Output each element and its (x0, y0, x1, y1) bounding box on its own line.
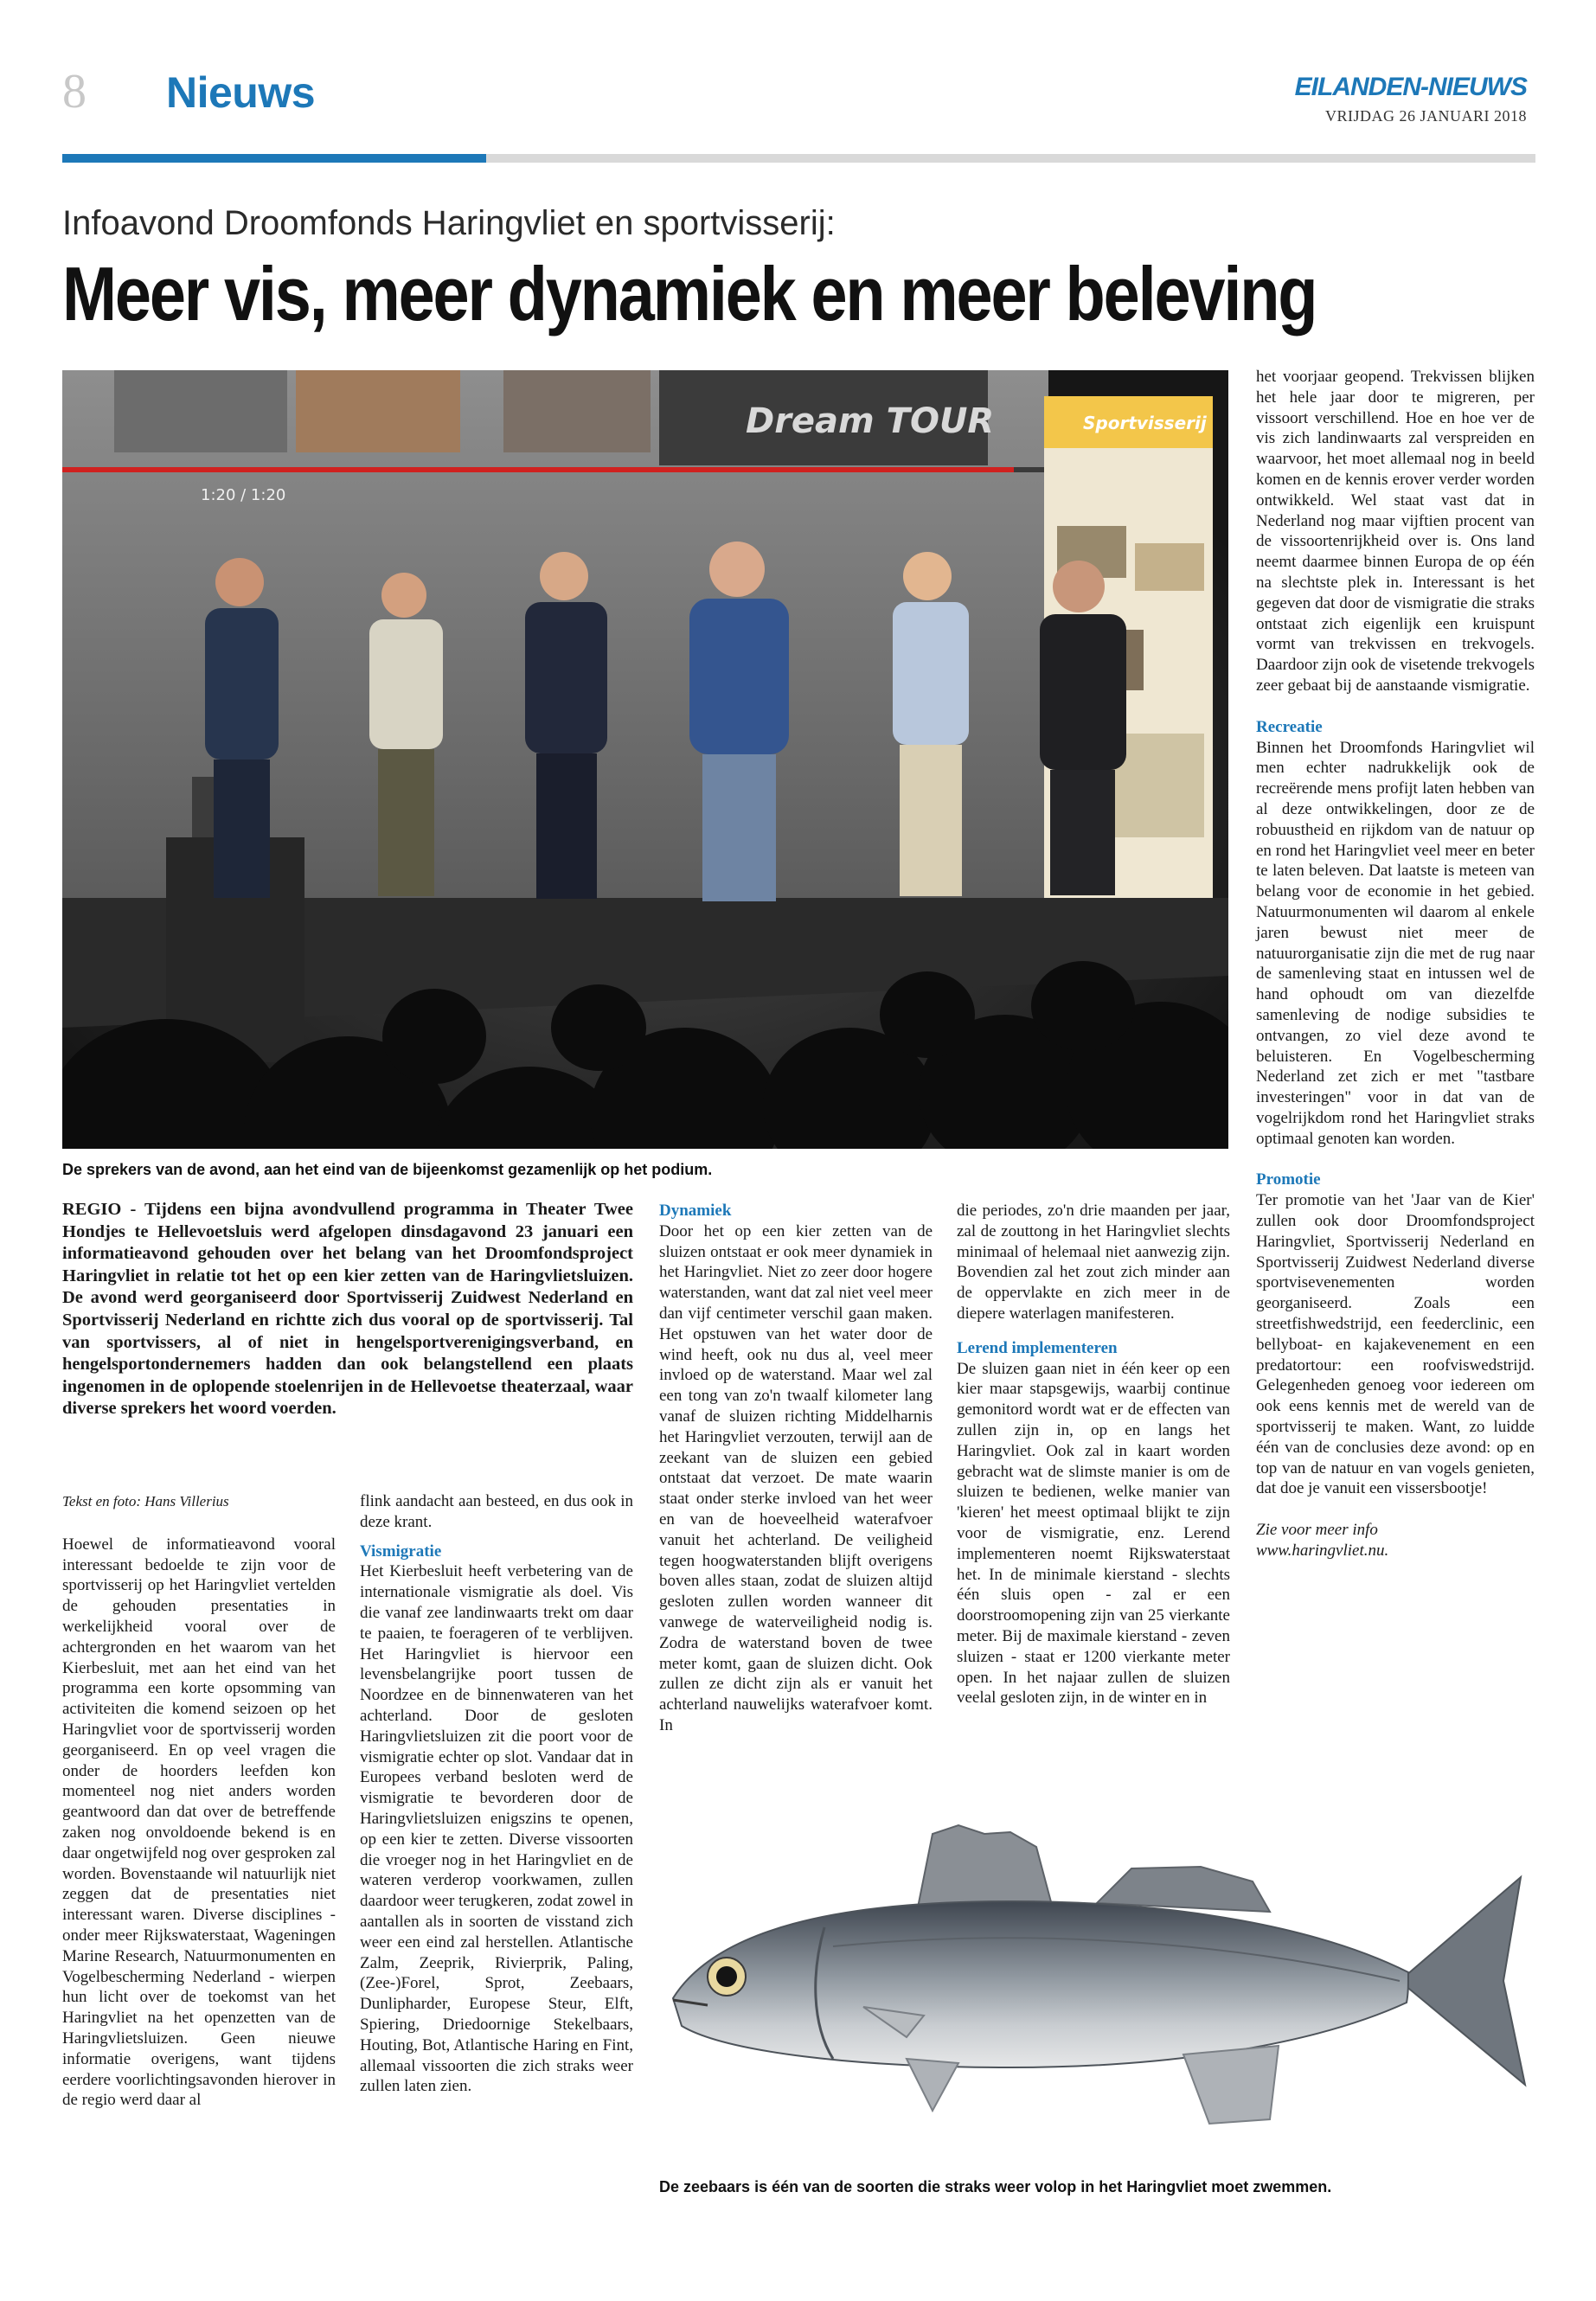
article-column-3 (659, 1201, 933, 1736)
article-column-2 (360, 1491, 633, 2097)
body-text-1: Hoewel de informatieavond vooral interessant bedoelde te zijn voor de sportvisserij op het Haringvliet vertelden de gehouden presentaties in werkelijkheid vooral over de achtergronden en het waarom van het Kierbesluit, met aan het eind van het programma een korte opsomming van activiteiten die komend seizoen op het Haringvliet voor de sportvisserij worden georganiseerd. En op veel vragen die onder de hoorders leefden kon momenteel nog niet anders worden geantwoord dan dat over de betreffende zaken nog onvoldoende bekend is en daar ongetwijfeld nog over gesproken zal worden. Bovenstaande wil natuurlijk niet zeggen dat de presentaties niet interessant waren. Diverse disciplines - onder meer Rijkswaterstaat, Wageningen Marine Research, Natuurmonumenten en Vogelbescherming Nederland - wierpen hun licht over de toekomst van het Haringvliet na het openzetten van de Haringvlietsluizen. Geen nieuwe informatie overigens, want tijdens eerdere voorlichtingsavonden hierover in de regio werd daar al (62, 1535, 336, 2110)
event-photo (62, 370, 1228, 1149)
more-info-link: www.haringvliet.nu. (1256, 1541, 1389, 1561)
masthead-logo: EILANDEN-NIEUWS (1294, 73, 1527, 101)
author-credit: Tekst en foto: Hans Villerius (62, 1493, 229, 1509)
section-title: Nieuws (166, 68, 316, 117)
header-rule-accent (62, 154, 486, 163)
body-text-3: Door het op een kier zetten van de sluizen ontstaat er ook meer dynamiek in het Haringvliet. Niet zo zeer door hogere waterstanden, want dat zal niet veel meer dan vijf centimeter verschil gaan maken. Het opstuwen van het water door de wind heeft, ook nu dus al, veel meer invloed op de waterstand. Maar wel zal een tong van zo'n twaalf kilometer lang vanaf de sluizen richting Middelharnis het Haringvliet verzouten, terwijl aan de zeekant van de sluizen een gebied ontstaat dat verzoet. De mate waarin staat onder sterke invloed van het weer en van de hoeveelheid waterafvoer vanuit het achterland. De veiligheid tegen hoogwaterstanden blijft overigens boven alles staan, zodat de sluizen altijd gesloten zullen worden wanneer dit vanwege de waterveiligheid nodig is. Zodra de waterstand boven de twee meter komt, gaan de sluizen dicht. Ook zullen ze dicht zijn als er vanuit het achterland nauwelijks waterafvoer komt. In (659, 1221, 933, 1734)
banner-text: Sportvisserij (1083, 413, 1207, 433)
body-text-4a: die periodes, zo'n drie maanden per jaar, zal de zouttong in het Haringvliet slechts minimaal of helemaal niet aanwezig zijn. Bovendien zal het zout zich minder aan de oppervlakte en zich meer in de diepere waterlagen manifesteren. (957, 1202, 1230, 1323)
subhead-vismigratie: Vismigratie (360, 1541, 442, 1561)
photo-caption: De sprekers van de avond, aan het eind van de bijeenkomst gezamenlijk op het podium. (62, 1161, 713, 1178)
sea-bass-photo (647, 1799, 1535, 2163)
video-progress-bar (62, 467, 1014, 472)
video-time: 1:20 / 1:20 (201, 486, 286, 504)
subhead-recreatie: Recreatie (1256, 717, 1323, 736)
body-text-2b: Het Kierbesluit heeft verbetering van de internationale vismigratie als doel. Vis die vanaf zee landinwaarts trekt om daar te paaien, te foerageren of te verblijven. Het Haringvliet is hiervoor een levensbelangrijke poort tussen de Noordzee en de binnenwateren van het achterland. Door de gesloten Haringvlietsluizen zit die poort voor de vismigratie echter op slot. Vandaar dat in Europees verband besloten werd de vismigratie te bevorderen door de Haringvlietsluizen enigszins te openen, op een kier te zetten. Diverse vissoorten die vroeger nog in het Haringvliet en de wateren verderop voorkwamen, zullen daardoor weer terugkeren, zodat zowel in aantallen als in soorten de visstand zich weer een eind zal herstellen. Atlantische Zalm, Zeeprik, Rivierprik, Paling, (Zee-)Forel, Sprot, Zeebaars, Dunlipharder, Europese Steur, Elft, Spiering, Driedoornige Stekelbaars, Houting, Bot, Atlantische Haring en Fint, allemaal vissoorten die zich straks weer zullen laten zien. (360, 1562, 633, 2096)
stage-scene (62, 370, 1228, 1149)
article-column-5 (1256, 367, 1535, 1561)
body-text-4b: De sluizen gaan niet in één keer op een kier maar stapsgewijs, waarbij continue gemonitord wordt wat er de effecten van zullen zijn in, op en langs het Haringvliet. Ook zal in kaart worden gebracht wat de slimste manier is om de sluizen te bedienen, welke manier van 'kieren' het meest optimaal blijkt te zijn voor de vismigratie, enz. Lerend implementeren noemt Rijkswaterstaat het. In de minimale kierstand - slechts één sluis open - zal er een doorstroomopening zijn van 25 vierkante meter. Bij de maximale kierstand - zeven sluizen - staat er 1200 vierkante meter open. In het najaar zullen de sluizen veelal gesloten zijn, in de winter en in (957, 1359, 1230, 1708)
article-headline: Meer vis, meer dynamiek en meer beleving (62, 251, 1317, 336)
article-kicker: Infoavond Droomfonds Haringvliet en sportvisserij: (62, 204, 836, 242)
body-text-2a: flink aandacht aan besteed, en dus ook in deze krant. (360, 1492, 633, 1531)
issue-date: VRIJDAG 26 JANUARI 2018 (1324, 107, 1527, 125)
subhead-dynamiek: Dynamiek (659, 1202, 732, 1220)
screen-title: Dream TOUR (746, 401, 995, 441)
more-info-label: Zie voor meer info (1256, 1521, 1378, 1540)
article-lead: REGIO - Tijdens een bijna avondvullend programma in Theater Twee Hondjes te Hellevoetsluis werd afgelopen dinsdagavond 23 januari een informatieavond gehouden over het belang van het Droomfondsproject Haringvliet in relatie tot het op een kier zetten van de Haringvlietsluizen. De avond werd georganiseerd door Sportvisserij Zuidwest Nederland en Sportvisserij Nederland en richtte zich dus vooral op de sportvisserij. Tal van sportvissers, al of niet in hengelsportverenigingsverband, en hengelsportondernemers hadden dan ook belangstellend een plaats ingenomen in de oplopende stoelenrijen in de Hellevoetse theaterzaal, waar diverse sprekers het woord voerden. (62, 1200, 633, 1419)
page-number: 8 (62, 65, 87, 119)
body-text-5c: Ter promotie van het 'Jaar van de Kier' zullen ook door Droomfondsproject Haringvliet, Sportvisserij Nederland en Sportvisserij Zuidwest Nederland diverse sportvisevenementen worden georganiseerd. Zoals een streetfishwedstrijd, een feederclinic, een bellyboat- en kajakevenement en een predatortour: een roofviswedstrijd. Gelegenheden genoeg voor iedereen om ook eens kennis met de wereld van de sportvisserij te maken. Want, zo luidde één van de conclusies deze avond: op en top van de natuur en van vogels genieten, dat doe je vanuit een vissersbootje! (1256, 1191, 1535, 1498)
subhead-promotie: Promotie (1256, 1170, 1321, 1189)
article-column-1 (62, 1491, 336, 2111)
fish-caption: De zeebaars is één van de soorten die straks weer volop in het Haringvliet moet zwemmen. (659, 2178, 1332, 2195)
article-column-4 (957, 1201, 1230, 1708)
subhead-lerend: Lerend implementeren (957, 1338, 1118, 1357)
body-text-5a: het voorjaar geopend. Trekvissen blijken het hele jaar door te migreren, per vissoort verschillend. Hoe en hoe ver de vis zich landinwaarts zal verspreiden en waarvoor, het moet allemaal nog in beeld komen en de kennis erover verder worden ontwikkeld. Wel staat vast dat in Nederland nog maar vijftien procent van de vissoortenrijkheid over is. Ons land neemt daarmee binnen Europa de op één na slechtste plek in. Interessant is het gegeven dat door de vismigratie die straks ontstaat zich eigenlijk een kruispunt vormt van trekvissen en trekvogels. Daardoor zijn ook de visetende trekvogels zeer gebaat bij de aanstaande vismigratie. (1256, 368, 1535, 695)
body-text-5b: Binnen het Droomfonds Haringvliet wil men echter nadrukkelijk ook de recreërende mens profijt laten hebben van al deze ontwikkelingen, door ze de robuustheid en rijkdom van de natuur op en rond het Haringvliet veel meer en beter te laten beleven. Dat laatste is meteen van belang voor de economie in het gebied. Natuurmonumenten wil daarom al enkele jaren bewust niet meer de natuurorganisatie zijn die met de rug naar de samenleving staat en intussen wel de hand ophoudt om van diezelfde samenleving de nodige subsidies te ontvangen, zo viel deze avond te beluisteren. En Vogelbescherming Nederland zet zich er met "tastbare investeringen" voor in dat van de vogelrijkdom rond het Haringvliet straks optimaal genoten kan worden. (1256, 738, 1535, 1148)
sea-bass-illustration (647, 1799, 1535, 2163)
